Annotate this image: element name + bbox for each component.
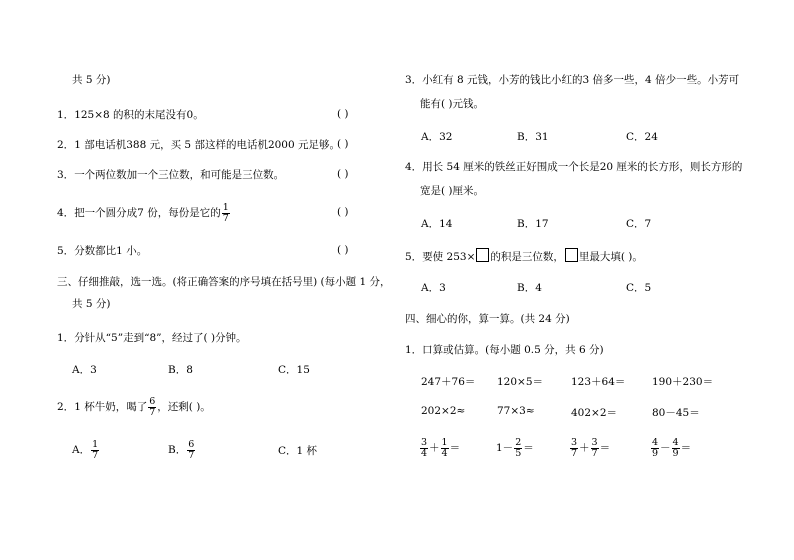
question-text-post: ，还剩( )。 xyxy=(157,401,211,413)
question-number: 5． xyxy=(57,245,75,257)
question-text-line2: 宽是( )厘米。 xyxy=(420,185,485,197)
question-number: 2． xyxy=(57,139,75,151)
question-text: 125×8 的积的末尾没有0。 xyxy=(74,109,204,121)
question-number: 3． xyxy=(57,169,75,181)
question-number: 1． xyxy=(57,109,75,121)
section-3-tail: 共 5 分) xyxy=(72,298,111,310)
option-b[interactable]: B．31 xyxy=(517,131,549,143)
calc-item: 190＋230＝ xyxy=(652,376,714,388)
question-text-pre: 要使 253× xyxy=(422,251,476,263)
answer-paren[interactable]: ( ) xyxy=(337,168,349,180)
fraction: $\frac{1}{7}$ xyxy=(222,201,229,224)
question-number: 4． xyxy=(57,207,75,219)
answer-paren[interactable]: ( ) xyxy=(337,244,349,256)
question-text-mid: 的积是三位数， xyxy=(490,251,564,263)
question-text: 分数都比1 小。 xyxy=(74,245,148,257)
option-a[interactable]: A． $\frac{1}{7}$ xyxy=(72,438,99,461)
question-number: 1． xyxy=(57,332,75,344)
option-c[interactable]: C．5 xyxy=(626,282,652,294)
answer-paren[interactable]: ( ) xyxy=(337,138,349,150)
question-text-post: 里最大填( )。 xyxy=(578,251,643,263)
option-c[interactable]: C．24 xyxy=(626,131,658,143)
calc-item: 77×3≈ xyxy=(497,405,535,417)
answer-paren[interactable]: ( ) xyxy=(337,108,349,120)
calc-item: 202×2≈ xyxy=(421,405,466,417)
option-b[interactable]: B．8 xyxy=(168,364,193,376)
question-text-line1: 小红有 8 元钱，小芳的钱比小红的3 倍多一些，4 倍少一些。小芳可 xyxy=(422,74,740,86)
question-text-line2: 能有( )元钱。 xyxy=(420,98,485,110)
blank-box xyxy=(476,248,489,262)
calc-item: 1－ $\frac{2}{5}$ ＝ xyxy=(496,436,534,459)
option-c[interactable]: C．15 xyxy=(278,364,310,376)
fraction: $\frac{6}{7}$ xyxy=(149,395,156,418)
answer-paren[interactable]: ( ) xyxy=(337,206,349,218)
option-a[interactable]: A．32 xyxy=(421,131,453,143)
section-3-title: 三、仔细推敲，选一选。(将正确答案的序号填在括号里) (每小题 1 分， xyxy=(57,276,391,288)
calc-item: $\frac{3}{7}$ ＋ $\frac{3}{7}$ ＝ xyxy=(571,436,611,459)
subsection-1-title: 1．口算或估算。(每小题 0.5 分，共 6 分) xyxy=(405,344,604,356)
option-b[interactable]: B．4 xyxy=(517,282,542,294)
calc-item: $\frac{4}{9}$ － $\frac{4}{9}$ ＝ xyxy=(652,436,692,459)
question-text: 一个两位数加一个三位数，和可能是三位数。 xyxy=(74,169,285,181)
option-a[interactable]: A．14 xyxy=(421,218,453,230)
calc-item: 247＋76＝ xyxy=(421,376,476,388)
question-text-pre: 1 杯牛奶，喝了 xyxy=(74,401,148,413)
question-text: 1 部电话机388 元，买 5 部这样的电话机2000 元足够。 xyxy=(74,139,340,151)
question-number: 5． xyxy=(405,251,423,263)
question-number: 3． xyxy=(405,74,423,86)
question-text: 分针从“5”走到“8”，经过了( )分钟。 xyxy=(74,332,247,344)
option-c[interactable]: C．1 杯 xyxy=(278,445,318,457)
question-text-line1: 用长 54 厘米的铁丝正好围成一个长是20 厘米的长方形，则长方形的 xyxy=(422,161,743,173)
option-c[interactable]: C．7 xyxy=(626,218,652,230)
calc-item: 123＋64＝ xyxy=(571,376,626,388)
calc-item: $\frac{3}{4}$ ＋ $\frac{1}{4}$ ＝ xyxy=(421,436,461,459)
option-a[interactable]: A．3 xyxy=(421,282,446,294)
option-b[interactable]: B．17 xyxy=(517,218,549,230)
question-number: 4． xyxy=(405,161,423,173)
calc-item: 402×2＝ xyxy=(571,407,618,419)
section-2-tail: 共 5 分) xyxy=(72,74,111,86)
calc-item: 80－45＝ xyxy=(652,407,700,419)
question-number: 2． xyxy=(57,401,75,413)
blank-box xyxy=(565,248,578,262)
option-a[interactable]: A．3 xyxy=(72,364,97,376)
question-text: 把一个圆分成7 份，每份是它的 xyxy=(74,207,221,219)
section-4-title: 四、细心的你，算一算。(共 24 分) xyxy=(405,313,570,325)
option-b[interactable]: B． $\frac{6}{7}$ xyxy=(168,438,195,461)
calc-item: 120×5＝ xyxy=(497,376,544,388)
